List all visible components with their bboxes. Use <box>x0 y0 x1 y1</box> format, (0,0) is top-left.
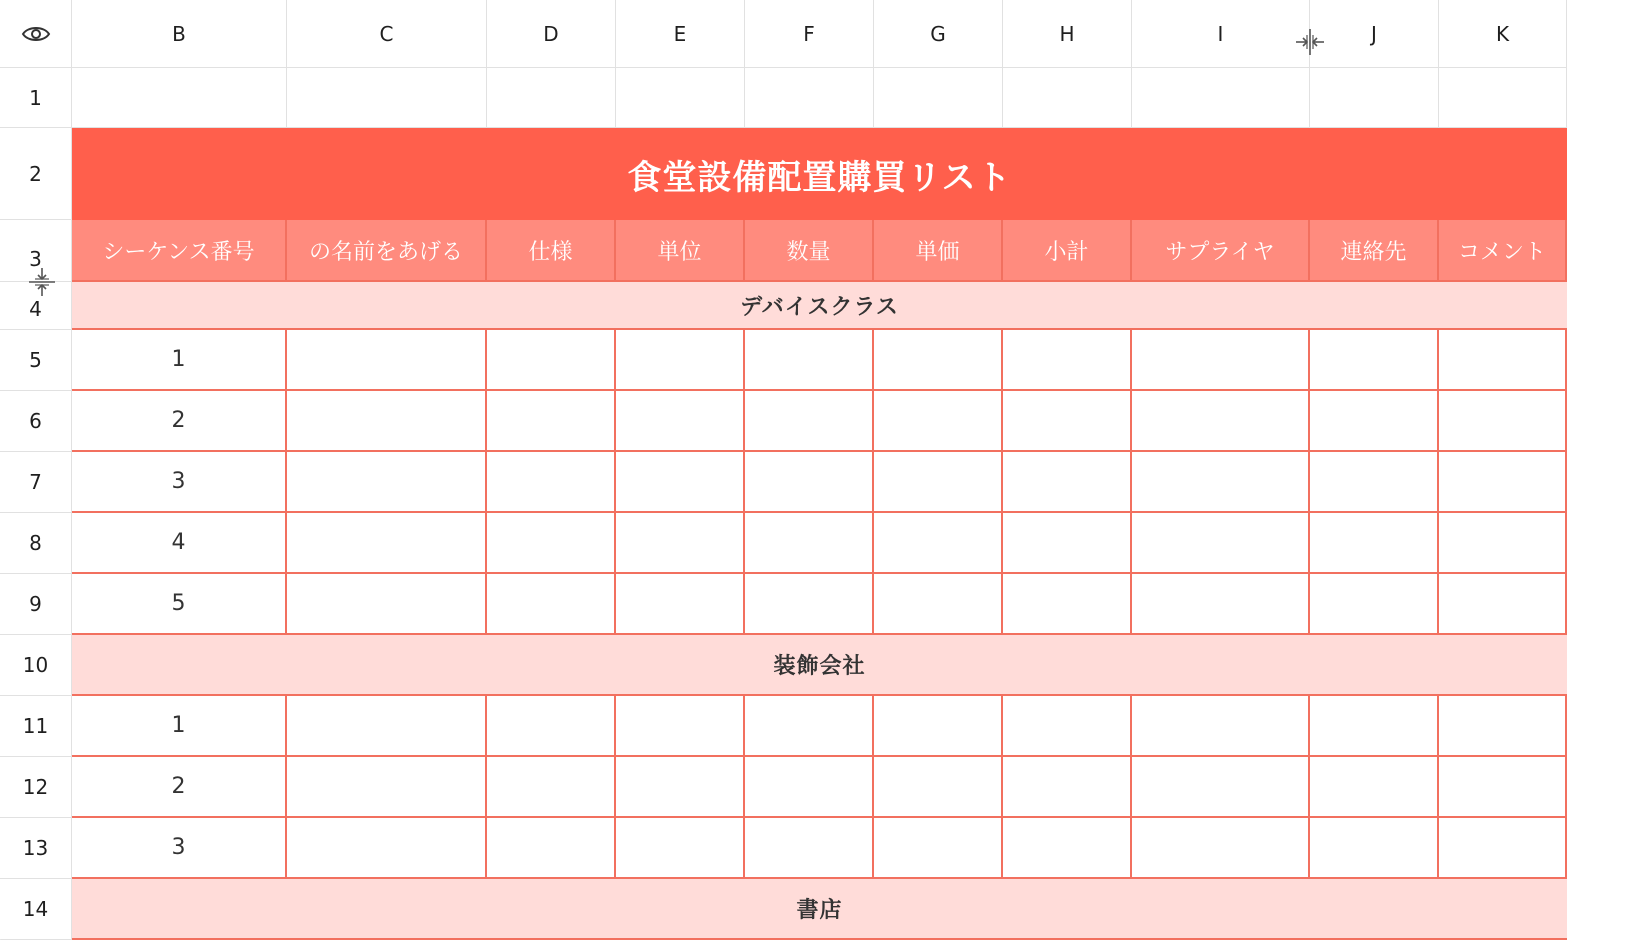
column-header-k[interactable]: K <box>1439 0 1567 68</box>
table-cell[interactable] <box>1003 391 1132 452</box>
table-cell[interactable] <box>745 818 874 879</box>
table-cell[interactable] <box>1132 574 1310 635</box>
table-cell[interactable] <box>745 513 874 574</box>
table-cell[interactable] <box>1439 513 1567 574</box>
column-title-c[interactable]: の名前をあげる <box>287 220 487 282</box>
column-title-j[interactable]: 連絡先 <box>1310 220 1439 282</box>
table-cell[interactable] <box>1439 330 1567 391</box>
table-cell[interactable] <box>487 391 616 452</box>
cell-d1[interactable] <box>487 68 616 128</box>
sheet-title[interactable]: 食堂設備配置購買リスト <box>72 128 1567 220</box>
table-cell[interactable] <box>616 757 745 818</box>
row-header-5[interactable]: 5 <box>0 330 72 391</box>
column-header-c[interactable]: C <box>287 0 487 68</box>
table-cell[interactable] <box>1310 818 1439 879</box>
cell-h1[interactable] <box>1003 68 1132 128</box>
table-cell[interactable] <box>616 452 745 513</box>
table-cell[interactable] <box>287 574 487 635</box>
table-cell[interactable] <box>874 818 1003 879</box>
table-cell[interactable] <box>1003 574 1132 635</box>
table-cell[interactable] <box>487 757 616 818</box>
section-header[interactable]: デバイスクラス <box>72 282 1567 330</box>
table-cell[interactable] <box>874 513 1003 574</box>
table-cell[interactable] <box>1439 574 1567 635</box>
column-title-i[interactable]: サプライヤ <box>1132 220 1310 282</box>
table-cell[interactable] <box>616 574 745 635</box>
column-header-f[interactable]: F <box>745 0 874 68</box>
row-header-12[interactable]: 12 <box>0 757 72 818</box>
sequence-number-cell[interactable]: 3 <box>72 452 287 513</box>
row-header-7[interactable]: 7 <box>0 452 72 513</box>
row-header-11[interactable]: 11 <box>0 696 72 757</box>
table-cell[interactable] <box>1132 452 1310 513</box>
column-header-e[interactable]: E <box>616 0 745 68</box>
row-header-9[interactable]: 9 <box>0 574 72 635</box>
table-cell[interactable] <box>287 513 487 574</box>
table-cell[interactable] <box>616 391 745 452</box>
column-title-b[interactable]: シーケンス番号 <box>72 220 287 282</box>
table-cell[interactable] <box>745 574 874 635</box>
table-cell[interactable] <box>1003 757 1132 818</box>
table-cell[interactable] <box>745 330 874 391</box>
table-cell[interactable] <box>1132 391 1310 452</box>
select-all-corner[interactable] <box>0 0 72 68</box>
table-cell[interactable] <box>1439 696 1567 757</box>
row-header-3[interactable]: 3 <box>0 220 72 282</box>
row-header-13[interactable]: 13 <box>0 818 72 879</box>
table-cell[interactable] <box>1132 818 1310 879</box>
table-cell[interactable] <box>874 757 1003 818</box>
table-cell[interactable] <box>745 696 874 757</box>
column-header-g[interactable]: G <box>874 0 1003 68</box>
table-cell[interactable] <box>1132 757 1310 818</box>
cell-e1[interactable] <box>616 68 745 128</box>
row-header-1[interactable]: 1 <box>0 68 72 128</box>
cell-j1[interactable] <box>1310 68 1439 128</box>
cell-i1[interactable] <box>1132 68 1310 128</box>
column-title-k[interactable]: コメント <box>1439 220 1567 282</box>
table-cell[interactable] <box>1003 513 1132 574</box>
column-title-f[interactable]: 数量 <box>745 220 874 282</box>
table-cell[interactable] <box>1310 330 1439 391</box>
table-cell[interactable] <box>616 330 745 391</box>
table-cell[interactable] <box>487 574 616 635</box>
table-cell[interactable] <box>874 696 1003 757</box>
row-resize-icon[interactable] <box>28 266 56 298</box>
row-header-8[interactable]: 8 <box>0 513 72 574</box>
table-cell[interactable] <box>287 696 487 757</box>
row-header-10[interactable]: 10 <box>0 635 72 696</box>
table-cell[interactable] <box>1439 757 1567 818</box>
table-cell[interactable] <box>1132 513 1310 574</box>
table-cell[interactable] <box>287 330 487 391</box>
column-header-j[interactable]: J <box>1310 0 1439 68</box>
section-header[interactable]: 装飾会社 <box>72 635 1567 696</box>
table-cell[interactable] <box>287 452 487 513</box>
table-cell[interactable] <box>745 757 874 818</box>
column-title-h[interactable]: 小計 <box>1003 220 1132 282</box>
sequence-number-cell[interactable]: 2 <box>72 391 287 452</box>
table-cell[interactable] <box>1132 696 1310 757</box>
sequence-number-cell[interactable]: 1 <box>72 330 287 391</box>
table-cell[interactable] <box>1003 696 1132 757</box>
table-cell[interactable] <box>874 574 1003 635</box>
eye-icon[interactable] <box>21 24 51 44</box>
table-cell[interactable] <box>874 330 1003 391</box>
table-cell[interactable] <box>874 452 1003 513</box>
table-cell[interactable] <box>1310 696 1439 757</box>
table-cell[interactable] <box>487 696 616 757</box>
cell-k1[interactable] <box>1439 68 1567 128</box>
table-cell[interactable] <box>616 818 745 879</box>
table-cell[interactable] <box>1310 391 1439 452</box>
table-cell[interactable] <box>874 391 1003 452</box>
section-header[interactable]: 書店 <box>72 879 1567 940</box>
table-cell[interactable] <box>1003 818 1132 879</box>
table-cell[interactable] <box>487 513 616 574</box>
table-cell[interactable] <box>287 757 487 818</box>
table-cell[interactable] <box>1132 330 1310 391</box>
sequence-number-cell[interactable]: 5 <box>72 574 287 635</box>
column-header-h[interactable]: H <box>1003 0 1132 68</box>
cell-g1[interactable] <box>874 68 1003 128</box>
column-header-i[interactable]: I <box>1132 0 1310 68</box>
row-header-2[interactable]: 2 <box>0 128 72 220</box>
row-header-6[interactable]: 6 <box>0 391 72 452</box>
cell-c1[interactable] <box>287 68 487 128</box>
table-cell[interactable] <box>745 452 874 513</box>
table-cell[interactable] <box>487 452 616 513</box>
column-title-g[interactable]: 単価 <box>874 220 1003 282</box>
table-cell[interactable] <box>1439 391 1567 452</box>
sequence-number-cell[interactable]: 1 <box>72 696 287 757</box>
cell-b1[interactable] <box>72 68 287 128</box>
table-cell[interactable] <box>1310 513 1439 574</box>
sequence-number-cell[interactable]: 3 <box>72 818 287 879</box>
sequence-number-cell[interactable]: 2 <box>72 757 287 818</box>
table-cell[interactable] <box>287 391 487 452</box>
row-header-14[interactable]: 14 <box>0 879 72 940</box>
table-cell[interactable] <box>1003 452 1132 513</box>
column-header-d[interactable]: D <box>487 0 616 68</box>
table-cell[interactable] <box>1439 452 1567 513</box>
table-cell[interactable] <box>1310 452 1439 513</box>
table-cell[interactable] <box>616 513 745 574</box>
table-cell[interactable] <box>287 818 487 879</box>
cell-f1[interactable] <box>745 68 874 128</box>
sequence-number-cell[interactable]: 4 <box>72 513 287 574</box>
column-header-b[interactable]: B <box>72 0 287 68</box>
row-header-4[interactable]: 4 <box>0 282 72 330</box>
column-title-e[interactable]: 単位 <box>616 220 745 282</box>
table-cell[interactable] <box>616 696 745 757</box>
column-resize-icon[interactable] <box>1294 28 1326 56</box>
table-cell[interactable] <box>1310 757 1439 818</box>
table-cell[interactable] <box>1003 330 1132 391</box>
table-cell[interactable] <box>1439 818 1567 879</box>
table-cell[interactable] <box>487 330 616 391</box>
table-cell[interactable] <box>1310 574 1439 635</box>
table-cell[interactable] <box>745 391 874 452</box>
column-title-d[interactable]: 仕様 <box>487 220 616 282</box>
table-cell[interactable] <box>487 818 616 879</box>
